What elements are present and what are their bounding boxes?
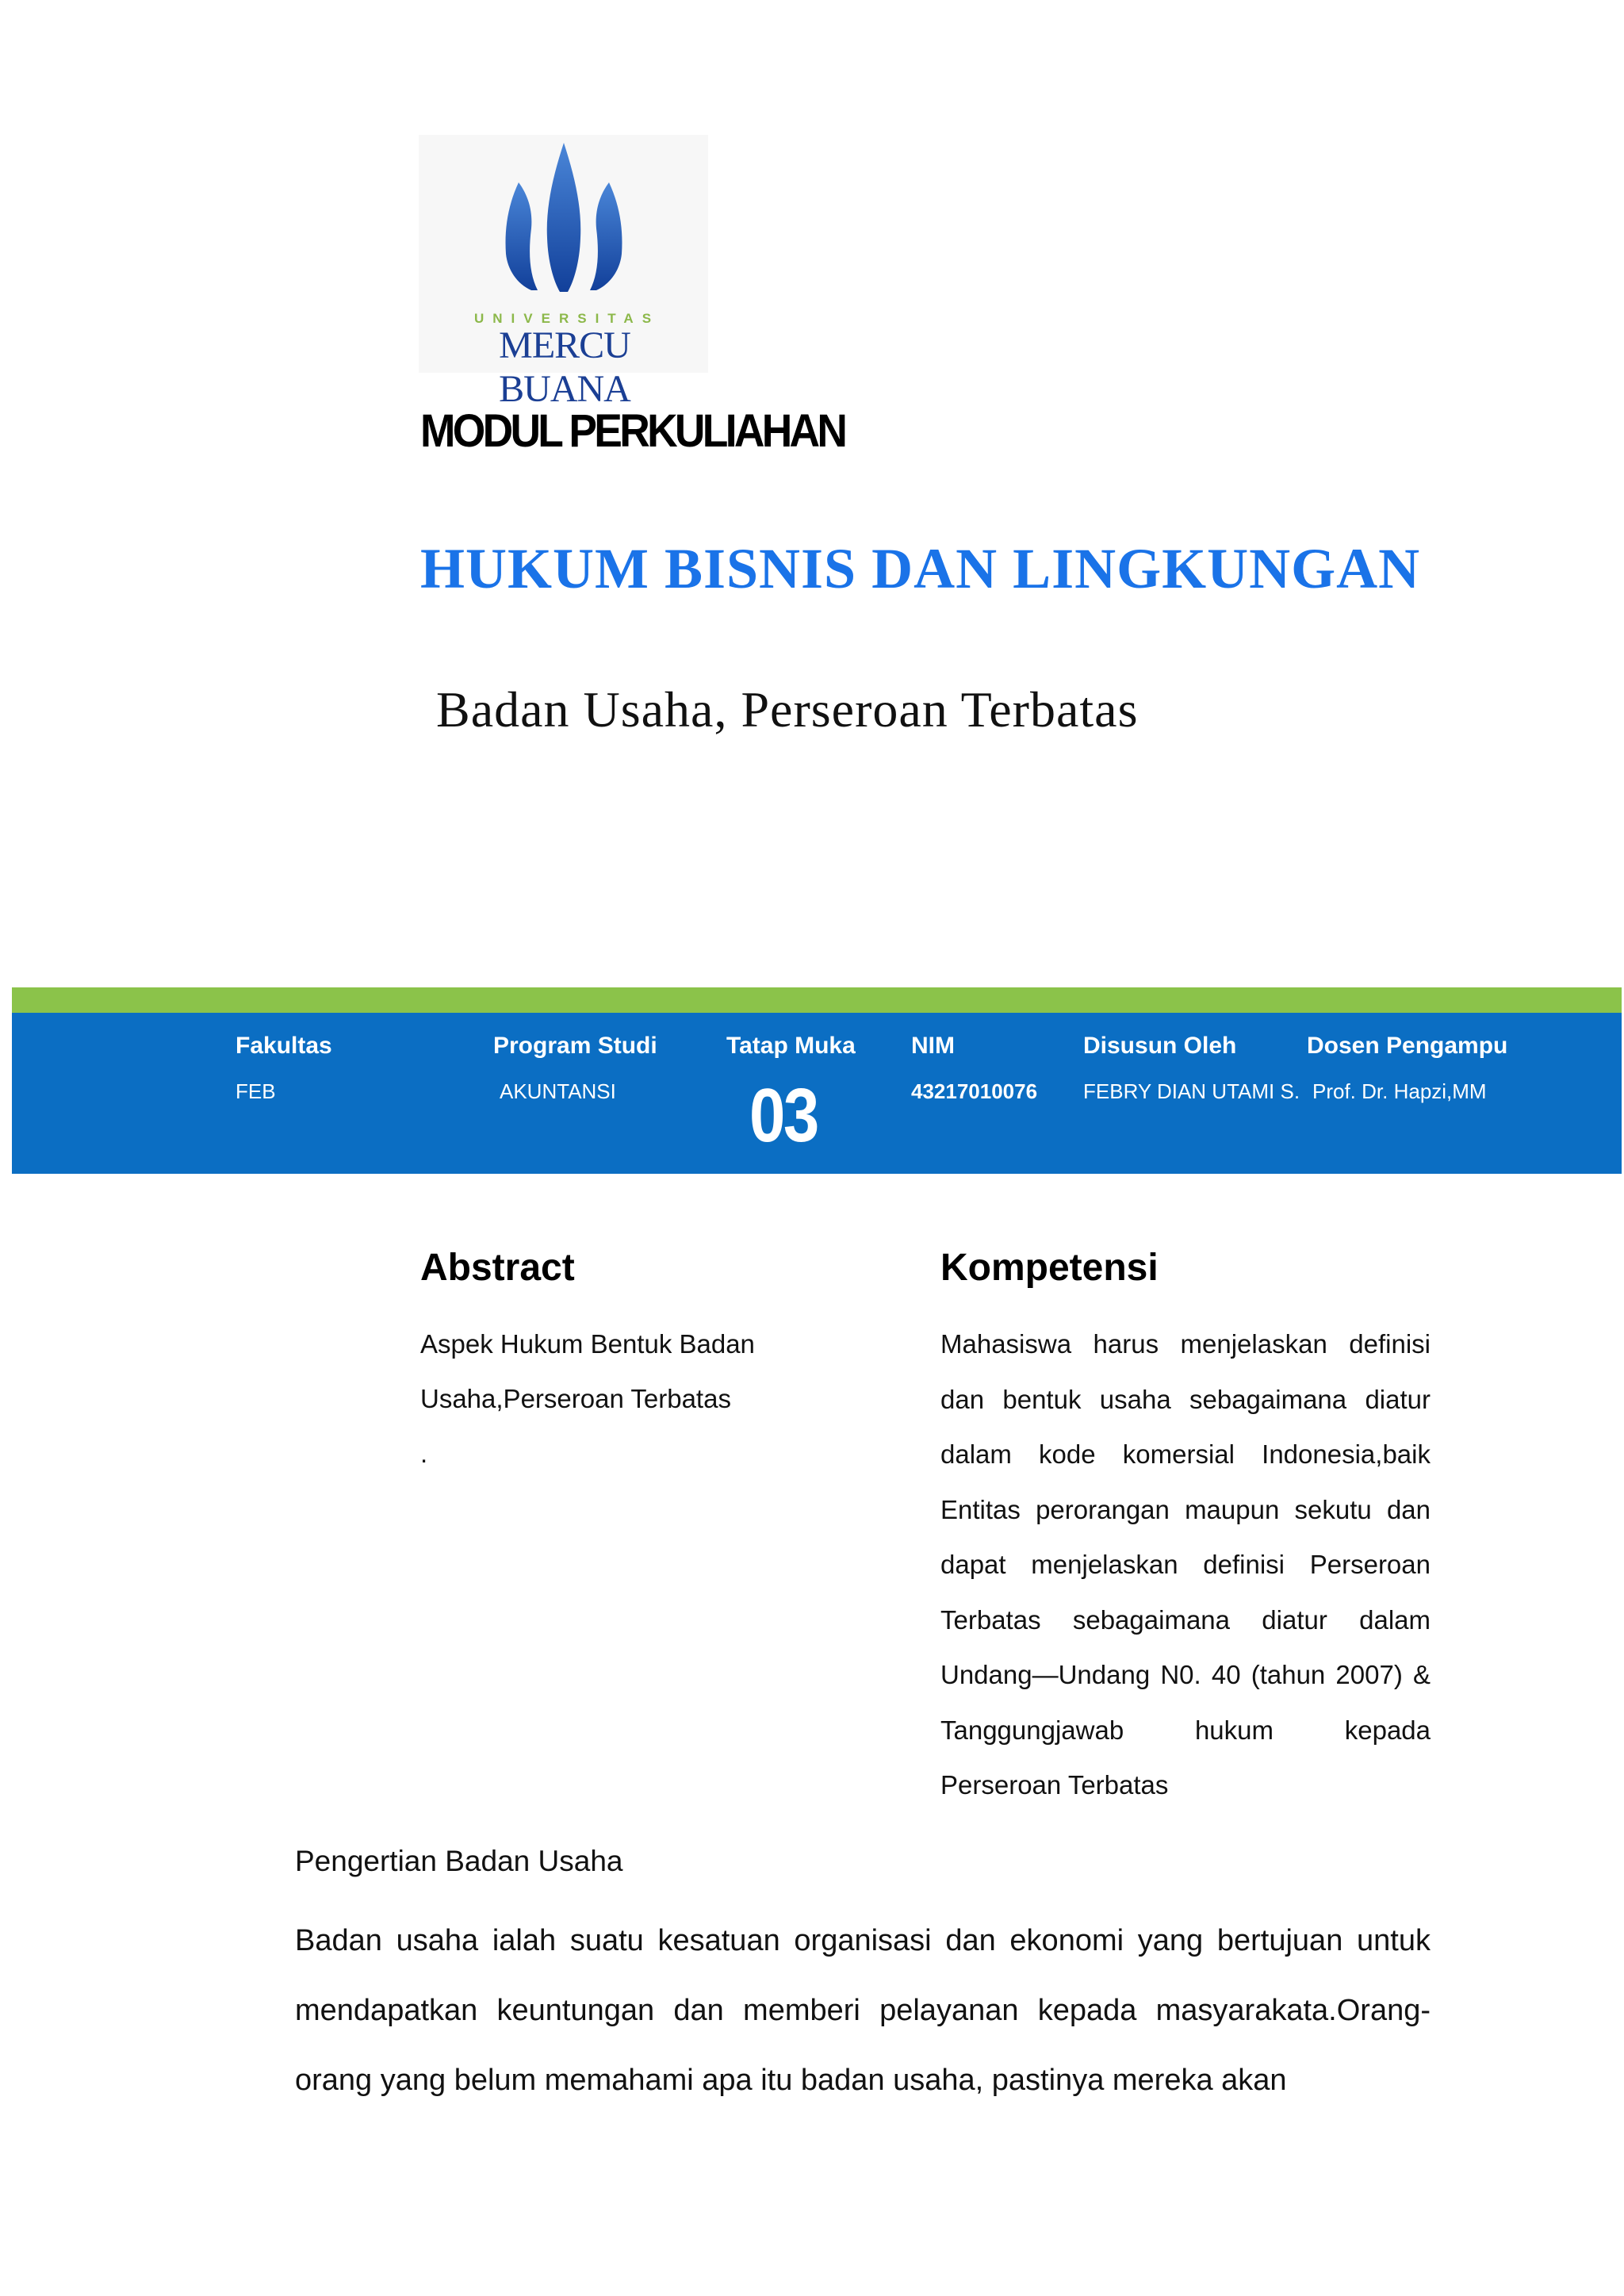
faculty-label: Fakultas: [236, 1033, 332, 1059]
body-paragraph: Badan usaha ialah suatu kesatuan organisasi dan ekonomi yang bertujuan untuk mendapatkan keuntungan dan memberi pelayanan kepada masyarakata.Orang-orang yang belum memahami apa itu badan usaha, pastinya mereka akan: [295, 1924, 1431, 2097]
university-logo: [419, 135, 708, 410]
abstract-line: .: [420, 1439, 428, 1468]
banner-accent-bar: [12, 987, 1622, 1013]
faculty-value: FEB: [236, 1079, 276, 1103]
author-value: FEBRY DIAN UTAMI S.: [1083, 1079, 1300, 1103]
author-label: Disusun Oleh: [1083, 1033, 1237, 1059]
flame-emblem-icon: [419, 135, 708, 317]
abstract-line: Usaha,Perseroan Terbatas: [420, 1384, 731, 1413]
kompetensi-text: Mahasiswa harus menjelaskan definisi dan bentuk usaha sebagaimana diatur dalam kode komersial Indonesia,baik Entitas perorangan maupun sekutu dan dapat menjelaskan definisi Perseroan Terbatas sebagaimana diatur dalam Undang—Undang N0. 40 (tahun 2007) & Tanggungjawab hukum kepada Perseroan Terbatas: [940, 1329, 1431, 1800]
topic-title: Badan Usaha, Perseroan Terbatas: [436, 681, 1139, 738]
abstract-heading: Abstract: [420, 1247, 575, 1289]
course-title: HUKUM BISNIS DAN LINGKUNGAN: [420, 537, 1421, 600]
modul-label: MODUL PERKULIAHAN: [420, 405, 845, 457]
kompetensi-heading: Kompetensi: [940, 1247, 1159, 1289]
university-name: MERCU BUANA: [499, 324, 630, 410]
section-heading: Pengertian Badan Usaha: [295, 1845, 623, 1877]
university-label: UNIVERSITAS: [474, 311, 661, 326]
abstract-text: [420, 1317, 817, 1481]
nim-value: 43217010076: [911, 1079, 1038, 1103]
lecturer-label: Dosen Pengampu: [1307, 1033, 1508, 1059]
nim-label: NIM: [911, 1033, 955, 1059]
abstract-line: Aspek Hukum Bentuk Badan: [420, 1329, 755, 1359]
meeting-label: Tatap Muka: [726, 1033, 856, 1059]
program-value: AKUNTANSI: [500, 1079, 616, 1103]
meeting-number: 03: [749, 1073, 818, 1158]
program-label: Program Studi: [493, 1033, 657, 1059]
lecturer-value: Prof. Dr. Hapzi,MM: [1312, 1079, 1487, 1103]
